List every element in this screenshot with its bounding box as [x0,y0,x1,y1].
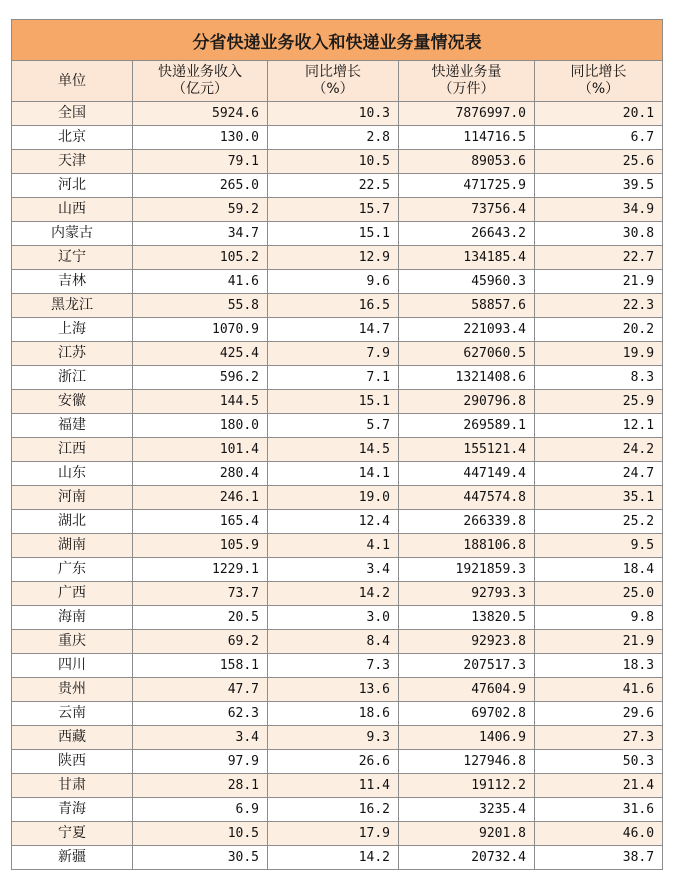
revenue-cell: 79.1 [133,150,268,174]
revenue-cell: 10.5 [133,822,268,846]
revenue-growth-cell: 26.6 [268,750,399,774]
revenue-growth-cell: 7.3 [268,654,399,678]
region-name: 安徽 [12,390,133,414]
revenue-growth-cell: 16.5 [268,294,399,318]
volume-cell: 20732.4 [399,846,535,870]
revenue-cell: 69.2 [133,630,268,654]
volume-cell: 89053.6 [399,150,535,174]
volume-growth-cell: 22.7 [535,246,663,270]
volume-growth-cell: 25.0 [535,582,663,606]
header-volume-growth-unit: （%） [577,81,620,97]
table-row [12,510,663,534]
table-title: 分省快递业务收入和快递业务量情况表 [12,20,663,61]
table-row [12,390,663,414]
table-row [12,798,663,822]
region-name: 山东 [12,462,133,486]
region-name: 浙江 [12,366,133,390]
region-name: 宁夏 [12,822,133,846]
revenue-growth-cell: 12.9 [268,246,399,270]
header-volume-label: 快递业务量 [431,64,502,80]
revenue-growth-cell: 4.1 [268,534,399,558]
revenue-cell: 246.1 [133,486,268,510]
volume-cell: 3235.4 [399,798,535,822]
region-name: 吉林 [12,270,133,294]
region-name: 陕西 [12,750,133,774]
region-name: 福建 [12,414,133,438]
table-row [12,198,663,222]
region-name: 云南 [12,702,133,726]
revenue-cell: 180.0 [133,414,268,438]
revenue-cell: 5924.6 [133,102,268,126]
region-name: 西藏 [12,726,133,750]
volume-growth-cell: 46.0 [535,822,663,846]
revenue-growth-cell: 18.6 [268,702,399,726]
table-row [12,726,663,750]
revenue-cell: 73.7 [133,582,268,606]
revenue-cell: 97.9 [133,750,268,774]
volume-growth-cell: 8.3 [535,366,663,390]
revenue-cell: 3.4 [133,726,268,750]
region-name: 青海 [12,798,133,822]
volume-growth-cell: 24.7 [535,462,663,486]
revenue-growth-cell: 14.7 [268,318,399,342]
table-row [12,414,663,438]
table-body [12,102,663,870]
table-header-row [12,61,663,102]
revenue-growth-cell: 17.9 [268,822,399,846]
table-row [12,702,663,726]
volume-growth-cell: 25.9 [535,390,663,414]
header-volume [399,61,535,102]
volume-cell: 1321408.6 [399,366,535,390]
volume-growth-cell: 22.3 [535,294,663,318]
table-row [12,294,663,318]
header-volume-growth [535,61,663,102]
volume-growth-cell: 35.1 [535,486,663,510]
volume-growth-cell: 18.4 [535,558,663,582]
revenue-growth-cell: 3.0 [268,606,399,630]
volume-growth-cell: 19.9 [535,342,663,366]
region-name: 湖南 [12,534,133,558]
revenue-cell: 265.0 [133,174,268,198]
volume-cell: 447574.8 [399,486,535,510]
table-row [12,606,663,630]
volume-cell: 471725.9 [399,174,535,198]
region-name: 江西 [12,438,133,462]
volume-cell: 1921859.3 [399,558,535,582]
revenue-growth-cell: 14.1 [268,462,399,486]
region-name: 山西 [12,198,133,222]
volume-growth-cell: 21.9 [535,630,663,654]
volume-growth-cell: 39.5 [535,174,663,198]
revenue-cell: 158.1 [133,654,268,678]
header-volume-growth-label: 同比增长 [570,64,627,80]
header-revenue [133,61,268,102]
region-name: 广东 [12,558,133,582]
revenue-growth-cell: 13.6 [268,678,399,702]
revenue-cell: 59.2 [133,198,268,222]
volume-growth-cell: 20.1 [535,102,663,126]
table-row [12,558,663,582]
table-row [12,270,663,294]
volume-cell: 47604.9 [399,678,535,702]
revenue-cell: 55.8 [133,294,268,318]
volume-growth-cell: 34.9 [535,198,663,222]
revenue-growth-cell: 5.7 [268,414,399,438]
revenue-cell: 596.2 [133,366,268,390]
volume-growth-cell: 29.6 [535,702,663,726]
volume-growth-cell: 9.8 [535,606,663,630]
table-row [12,102,663,126]
revenue-growth-cell: 22.5 [268,174,399,198]
volume-growth-cell: 9.5 [535,534,663,558]
express-stats-table [11,19,663,870]
revenue-growth-cell: 16.2 [268,798,399,822]
revenue-cell: 20.5 [133,606,268,630]
volume-cell: 26643.2 [399,222,535,246]
revenue-cell: 62.3 [133,702,268,726]
revenue-cell: 1070.9 [133,318,268,342]
volume-cell: 221093.4 [399,318,535,342]
revenue-cell: 105.9 [133,534,268,558]
table-row [12,318,663,342]
revenue-growth-cell: 14.5 [268,438,399,462]
revenue-growth-cell: 15.1 [268,222,399,246]
revenue-growth-cell: 12.4 [268,510,399,534]
volume-growth-cell: 18.3 [535,654,663,678]
volume-cell: 207517.3 [399,654,535,678]
table-title-row [12,20,663,61]
volume-cell: 114716.5 [399,126,535,150]
table-row [12,654,663,678]
revenue-growth-cell: 9.6 [268,270,399,294]
table-row [12,774,663,798]
volume-cell: 13820.5 [399,606,535,630]
revenue-cell: 425.4 [133,342,268,366]
revenue-growth-cell: 3.4 [268,558,399,582]
header-revenue-unit: （亿元） [172,81,228,97]
revenue-cell: 6.9 [133,798,268,822]
table-row [12,822,663,846]
region-name: 海南 [12,606,133,630]
volume-growth-cell: 6.7 [535,126,663,150]
header-volume-unit: （万件） [438,81,495,97]
region-name: 河南 [12,486,133,510]
revenue-growth-cell: 15.1 [268,390,399,414]
revenue-cell: 41.6 [133,270,268,294]
volume-growth-cell: 41.6 [535,678,663,702]
table-row [12,342,663,366]
region-name: 重庆 [12,630,133,654]
revenue-cell: 1229.1 [133,558,268,582]
region-name: 湖北 [12,510,133,534]
volume-growth-cell: 50.3 [535,750,663,774]
revenue-cell: 47.7 [133,678,268,702]
revenue-growth-cell: 10.5 [268,150,399,174]
region-name: 广西 [12,582,133,606]
revenue-cell: 28.1 [133,774,268,798]
volume-cell: 447149.4 [399,462,535,486]
header-revenue-label: 快递业务收入 [158,64,242,80]
table-row [12,534,663,558]
volume-growth-cell: 27.3 [535,726,663,750]
volume-cell: 92923.8 [399,630,535,654]
revenue-growth-cell: 14.2 [268,846,399,870]
region-name: 辽宁 [12,246,133,270]
volume-cell: 266339.8 [399,510,535,534]
table-row [12,150,663,174]
volume-growth-cell: 20.2 [535,318,663,342]
region-name: 黑龙江 [12,294,133,318]
revenue-growth-cell: 15.7 [268,198,399,222]
table-row [12,846,663,870]
revenue-cell: 280.4 [133,462,268,486]
revenue-cell: 30.5 [133,846,268,870]
volume-growth-cell: 30.8 [535,222,663,246]
volume-cell: 188106.8 [399,534,535,558]
header-revenue-growth-label: 同比增长 [305,64,361,80]
volume-cell: 1406.9 [399,726,535,750]
volume-growth-cell: 12.1 [535,414,663,438]
region-name: 江苏 [12,342,133,366]
table-row [12,174,663,198]
volume-cell: 19112.2 [399,774,535,798]
volume-cell: 9201.8 [399,822,535,846]
volume-cell: 69702.8 [399,702,535,726]
volume-cell: 92793.3 [399,582,535,606]
revenue-cell: 165.4 [133,510,268,534]
revenue-growth-cell: 8.4 [268,630,399,654]
table-row [12,126,663,150]
volume-growth-cell: 21.9 [535,270,663,294]
volume-cell: 7876997.0 [399,102,535,126]
revenue-cell: 130.0 [133,126,268,150]
volume-growth-cell: 31.6 [535,798,663,822]
region-name: 四川 [12,654,133,678]
header-unit-label: 单位 [58,72,86,89]
revenue-growth-cell: 14.2 [268,582,399,606]
volume-cell: 45960.3 [399,270,535,294]
revenue-growth-cell: 7.9 [268,342,399,366]
revenue-growth-cell: 11.4 [268,774,399,798]
revenue-cell: 105.2 [133,246,268,270]
table-row [12,246,663,270]
volume-cell: 290796.8 [399,390,535,414]
revenue-cell: 144.5 [133,390,268,414]
header-revenue-growth-unit: （%） [312,81,354,97]
table-row [12,678,663,702]
table-row [12,486,663,510]
table-row [12,630,663,654]
region-name: 河北 [12,174,133,198]
volume-growth-cell: 25.2 [535,510,663,534]
volume-cell: 73756.4 [399,198,535,222]
region-name: 天津 [12,150,133,174]
revenue-cell: 101.4 [133,438,268,462]
volume-cell: 127946.8 [399,750,535,774]
table-row [12,222,663,246]
region-name: 北京 [12,126,133,150]
volume-cell: 155121.4 [399,438,535,462]
table-row [12,438,663,462]
table-row [12,750,663,774]
volume-growth-cell: 25.6 [535,150,663,174]
table-row [12,462,663,486]
revenue-growth-cell: 7.1 [268,366,399,390]
region-name: 贵州 [12,678,133,702]
volume-cell: 269589.1 [399,414,535,438]
region-name: 全国 [12,102,133,126]
revenue-growth-cell: 2.8 [268,126,399,150]
express-stats-table-container [11,19,662,870]
revenue-growth-cell: 10.3 [268,102,399,126]
revenue-growth-cell: 19.0 [268,486,399,510]
region-name: 新疆 [12,846,133,870]
volume-growth-cell: 24.2 [535,438,663,462]
volume-cell: 58857.6 [399,294,535,318]
volume-growth-cell: 38.7 [535,846,663,870]
region-name: 甘肃 [12,774,133,798]
volume-cell: 134185.4 [399,246,535,270]
table-row [12,366,663,390]
revenue-growth-cell: 9.3 [268,726,399,750]
revenue-cell: 34.7 [133,222,268,246]
header-unit [12,61,133,102]
region-name: 上海 [12,318,133,342]
volume-cell: 627060.5 [399,342,535,366]
region-name: 内蒙古 [12,222,133,246]
volume-growth-cell: 21.4 [535,774,663,798]
header-revenue-growth [268,61,399,102]
table-row [12,582,663,606]
